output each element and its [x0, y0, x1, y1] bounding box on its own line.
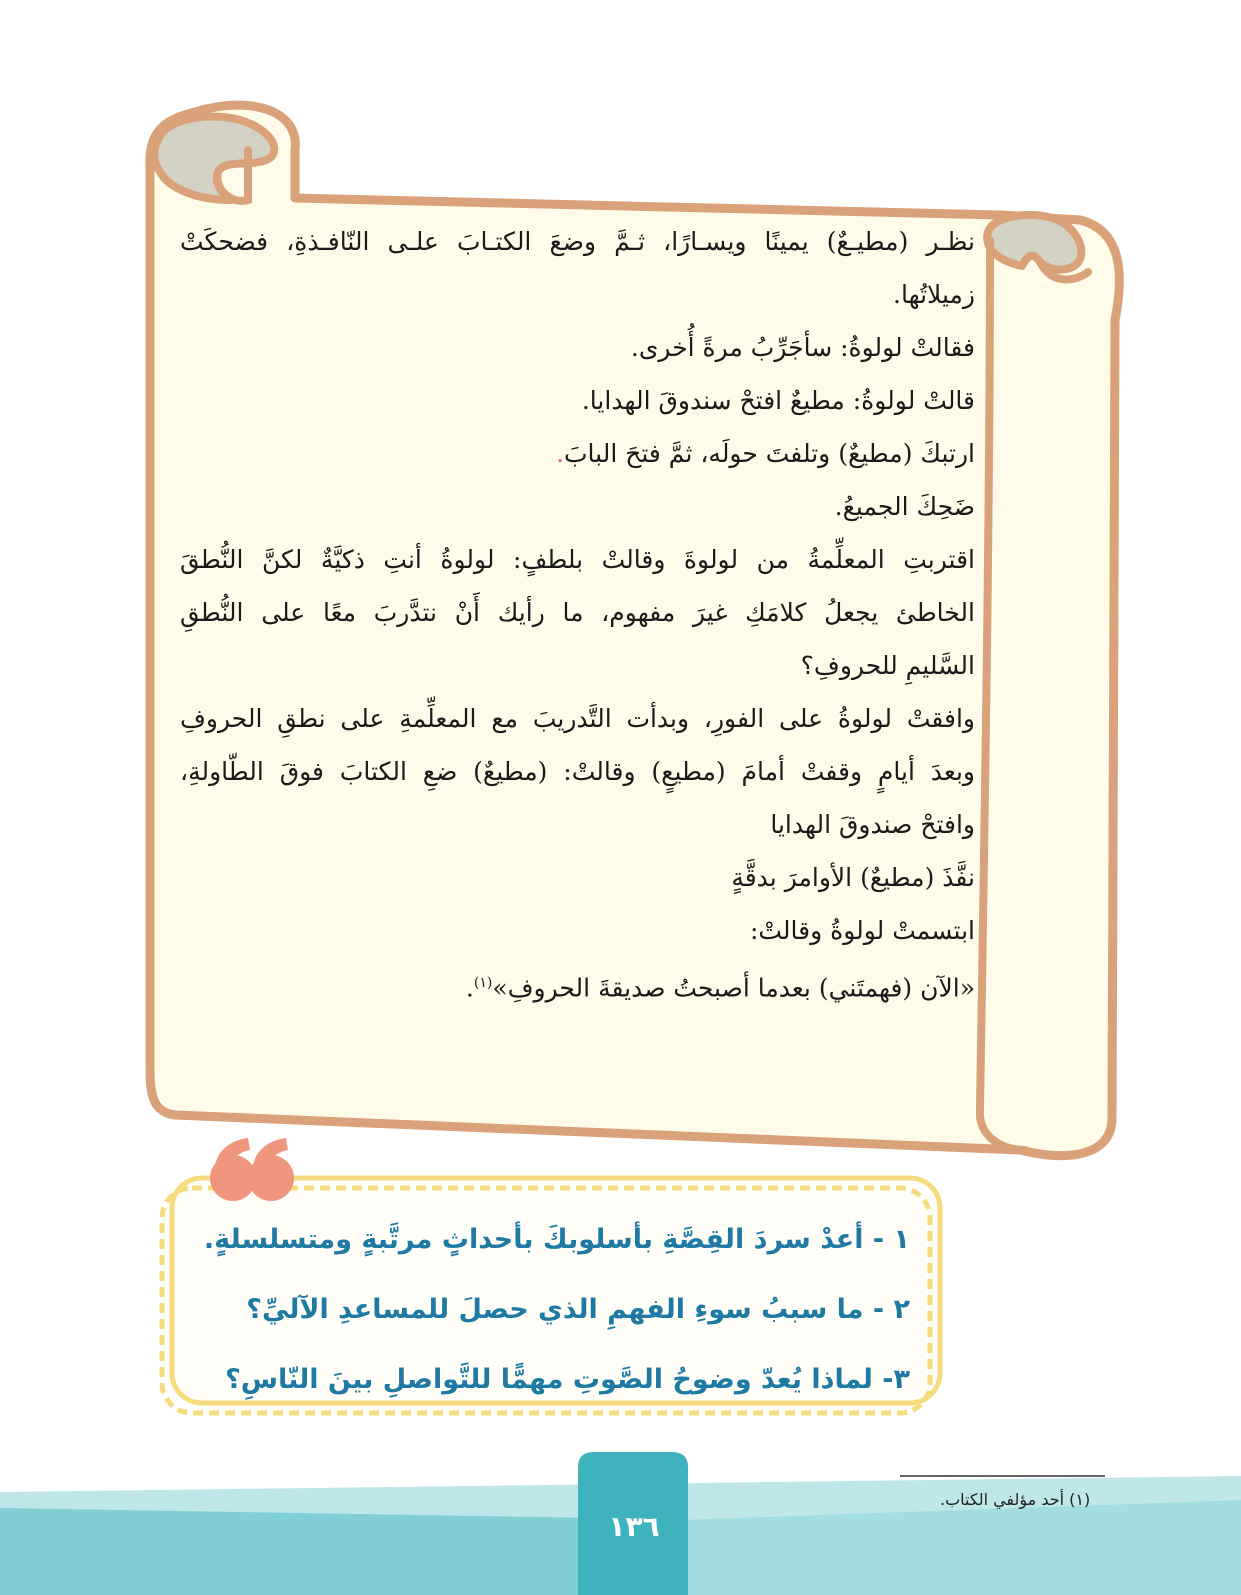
story-line: فقالتْ لولوةُ: سأجَرِّبُ مرةً أُخرى.	[630, 333, 975, 362]
question-item: ١ - أعدْ سردَ القِصَّةِ بأسلوبكَ بأحداثٍ مرتَّبةٍ ومتسلسلةٍ.	[203, 1224, 910, 1255]
footer-band-dark	[0, 1508, 600, 1595]
story-line	[180, 957, 975, 1010]
footnote: (١) أحد مؤلفي الكتاب.	[940, 1490, 1091, 1509]
story-line: ضَحِكَ الجميعُ.	[834, 492, 975, 521]
story-line-period: .	[465, 973, 474, 1003]
story-line: وافتحْ صندوقَ الهدايا	[770, 810, 975, 839]
story-line: وبعدَ أيامٍ وقفتْ أمامَ (مطيعٍ) وقالتْ: (مطيعٌ) ضعِ الكتابَ فوقَ الطّاولةِ،	[180, 757, 975, 786]
story-line: وافقتْ لولوةُ على الفورِ، وبدأت التَّدريبَ مع المعلِّمةِ على نطقِ الحروفِ	[180, 704, 975, 733]
story-line: نفَّذَ (مطيعٌ) الأوامرَ بدقَّةٍ	[731, 863, 975, 892]
story-line: السَّليمِ للحروفِ؟	[800, 651, 975, 680]
story-line: زميلاتُها.	[893, 280, 975, 309]
story-line: نظـر (مطيـعٌ) يمينًا ويسـارًا، ثـمَّ وضعَ الكتـابَ علـى النّافـذةِ، فضحكَتْ	[180, 227, 975, 256]
question-item: ٣- لماذا يُعدّ وضوحُ الصَّوتِ مهمًّا للتَّواصلِ بينَ النّاسِ؟	[225, 1364, 910, 1395]
story-line-period: .	[556, 439, 565, 468]
story-line-text: «الآن (فهمتَني) بعدما أصبحتُ صديقةَ الحروفِ»	[492, 973, 975, 1003]
story-text	[180, 215, 975, 1010]
page-number: ١٣٦	[608, 1510, 660, 1543]
story-line	[180, 427, 975, 480]
question-item: ٢ - ما سببُ سوءِ الفهمِ الذي حصلَ للمساعدِ الآليِّ؟	[246, 1294, 910, 1325]
story-line: الخاطئ يجعلُ كلامَكِ غيرَ مفهوم، ما رأيك أَنْ نتدَّربَ معًا على النُّطقِ	[180, 598, 975, 627]
story-line: قالتْ لولوةُ: مطيعٌ افتحْ سندوقَ الهدايا.	[581, 386, 975, 415]
story-line: اقتربتِ المعلِّمةُ من لولوةَ وقالتْ بلطفٍ: لولوةُ أنتِ ذكيَّةٌ لكنَّ النُّطقَ	[180, 545, 975, 574]
story-line-text: ارتبكَ (مطيعٌ) وتلفتَ حولَه، ثمَّ فتحَ البابَ	[564, 439, 975, 468]
questions-list	[203, 1210, 910, 1420]
footnote-reference: (١)	[473, 975, 493, 991]
story-line: ابتسمتْ لولوةُ وقالتْ:	[749, 916, 975, 945]
